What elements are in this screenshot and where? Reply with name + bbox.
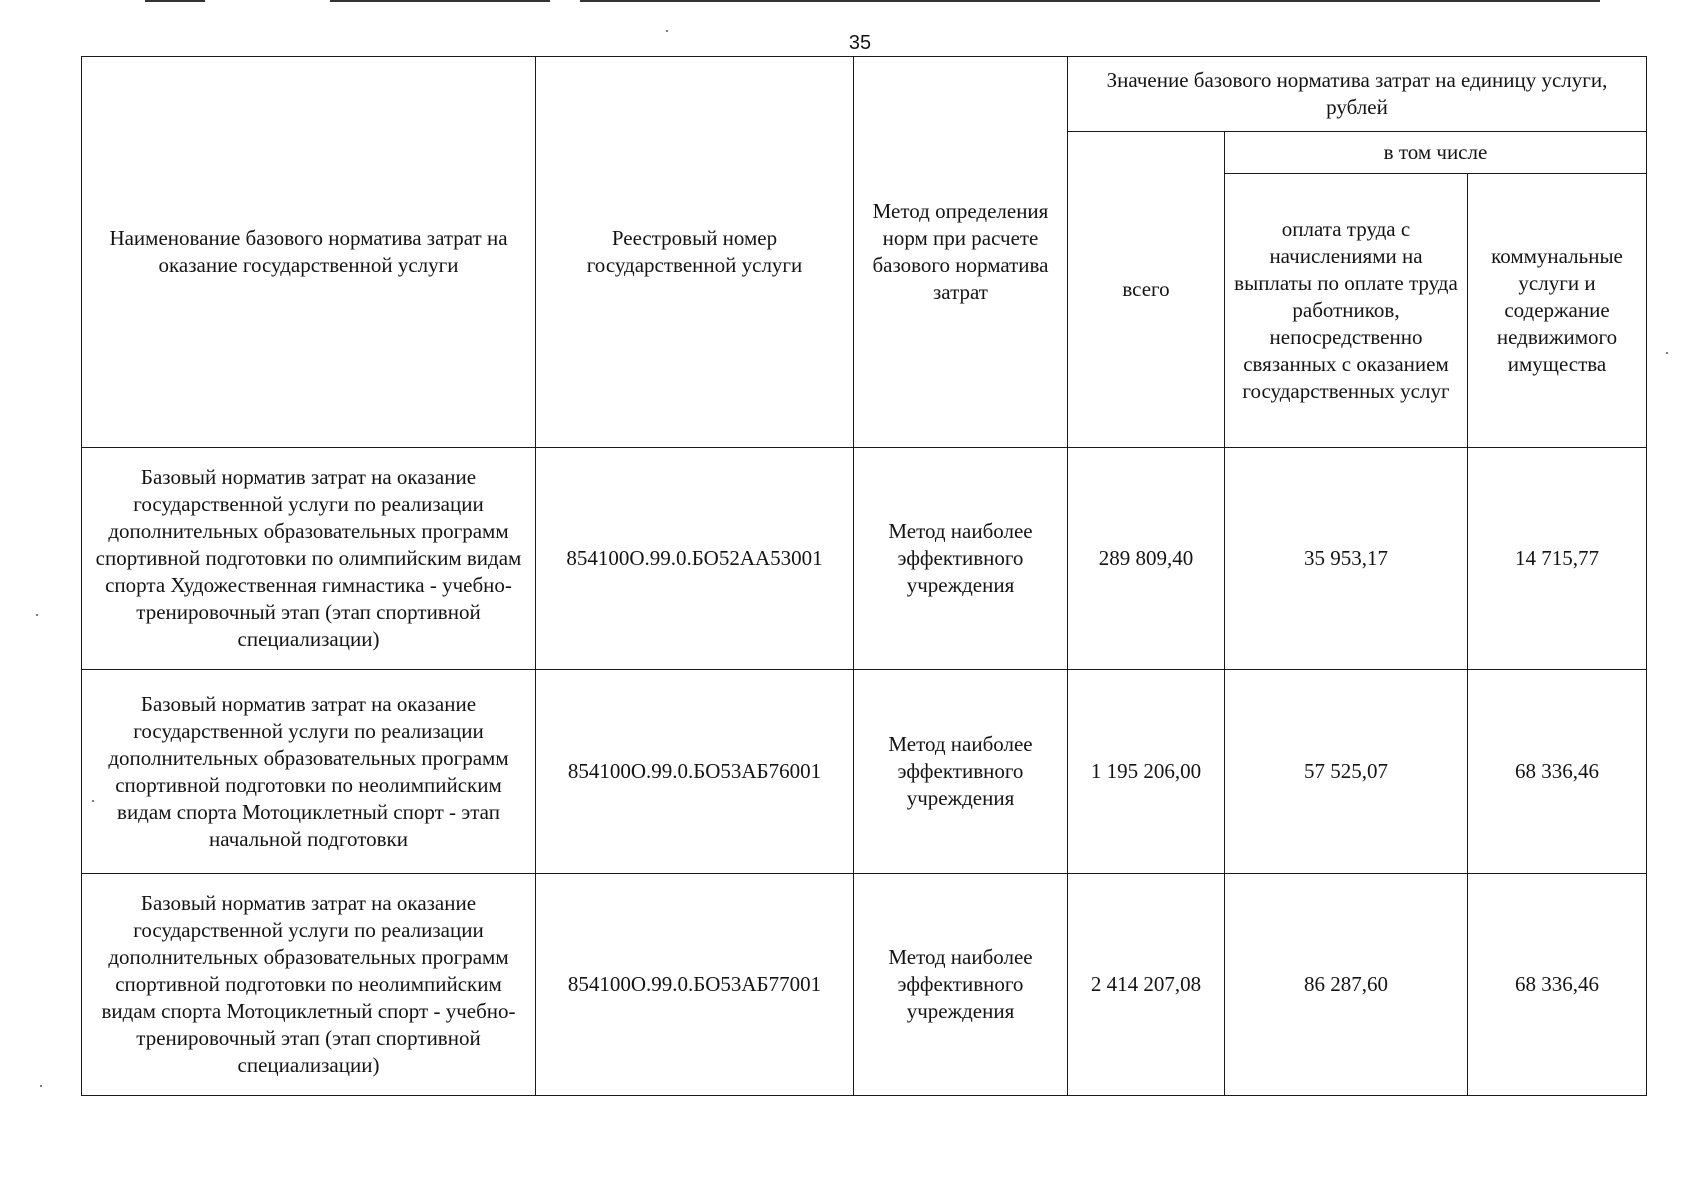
- row-labor: 86 287,60: [1225, 874, 1468, 1096]
- row-registry-number: 854100О.99.0.БО53АБ76001: [536, 670, 854, 874]
- header-name: Наименование базового норматива затрат на оказание государственной услуги: [82, 57, 536, 448]
- header-row: [82, 57, 1647, 132]
- row-labor: 57 525,07: [1225, 670, 1468, 874]
- row-total: 289 809,40: [1068, 448, 1225, 670]
- row-name: Базовый норматив затрат на оказание государственной услуги по реализации дополнительных образовательных программ спортивной подготовки по олимпийским видам спорта Художественная гимнастика - учебно-тренировочный этап (этап спортивной специализации): [82, 448, 536, 670]
- table-row: [82, 670, 1647, 874]
- scan-speck: [40, 1085, 42, 1087]
- top-edge-rule: [580, 0, 1600, 2]
- row-method: Метод наиболее эффективного учреждения: [854, 448, 1068, 670]
- header-value-group: Значение базового норматива затрат на единицу услуги, рублей: [1068, 57, 1647, 132]
- top-edge-rule: [330, 0, 550, 2]
- row-utilities: 68 336,46: [1468, 670, 1647, 874]
- row-total: 1 195 206,00: [1068, 670, 1225, 874]
- cost-norm-table: [81, 56, 1647, 1096]
- page-number: 35: [848, 32, 872, 54]
- header-registry-number: Реестровый номер государственной услуги: [536, 57, 854, 448]
- scan-speck: [1666, 352, 1668, 354]
- table-row: [82, 448, 1647, 670]
- row-labor: 35 953,17: [1225, 448, 1468, 670]
- row-registry-number: 854100О.99.0.БО53АБ77001: [536, 874, 854, 1096]
- row-total: 2 414 207,08: [1068, 874, 1225, 1096]
- table-row: [82, 874, 1647, 1096]
- header-total: всего: [1068, 132, 1225, 448]
- header-labor: оплата труда с начислениями на выплаты по оплате труда работников, непосредственно связанных с оказанием государственных услуг: [1225, 174, 1468, 448]
- scan-speck: [666, 30, 668, 32]
- header-method: Метод определения норм при расчете базового норматива затрат: [854, 57, 1068, 448]
- row-name: Базовый норматив затрат на оказание государственной услуги по реализации дополнительных образовательных программ спортивной подготовки по неолимпийским видам спорта Мотоциклетный спорт - учебно-тренировочный этап (этап спортивной специализации): [82, 874, 536, 1096]
- row-utilities: 14 715,77: [1468, 448, 1647, 670]
- header-utilities: коммунальные услуги и содержание недвижимого имущества: [1468, 174, 1647, 448]
- row-method: Метод наиболее эффективного учреждения: [854, 670, 1068, 874]
- scan-speck: [92, 800, 94, 802]
- row-utilities: 68 336,46: [1468, 874, 1647, 1096]
- row-name: Базовый норматив затрат на оказание государственной услуги по реализации дополнительных образовательных программ спортивной подготовки по неолимпийским видам спорта Мотоциклетный спорт - этап начальной подготовки: [82, 670, 536, 874]
- scan-speck: [36, 614, 38, 616]
- row-method: Метод наиболее эффективного учреждения: [854, 874, 1068, 1096]
- row-registry-number: 854100О.99.0.БО52АА53001: [536, 448, 854, 670]
- top-edge-rule: [145, 0, 205, 2]
- header-including: в том числе: [1225, 132, 1647, 174]
